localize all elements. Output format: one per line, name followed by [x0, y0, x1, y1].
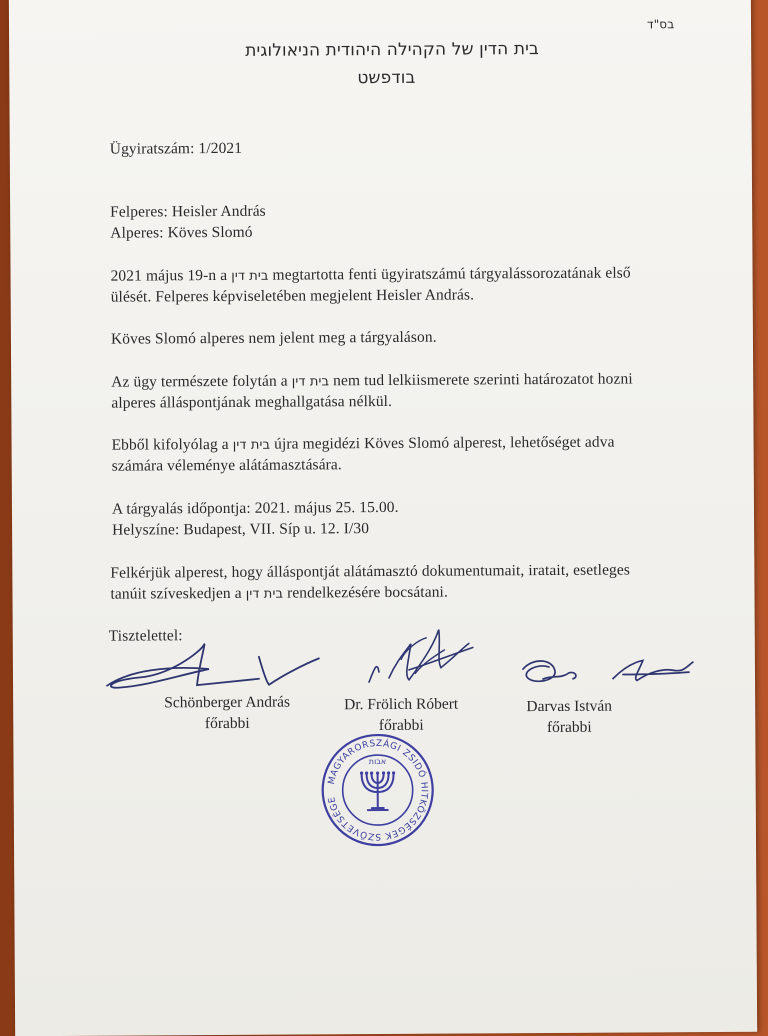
signature-darvas: [513, 648, 713, 699]
city-hebrew: בודפשט: [357, 68, 415, 89]
svg-text:MAGYARORSZÁGI ZSIDÓ HITKÖZSÉGE: MAGYARORSZÁGI ZSIDÓ HITKÖZSÉGEK SZÖVETSÉGE ✡: [313, 723, 429, 842]
signatory-1-name: Schönberger András: [147, 691, 307, 713]
closing: Tisztelettel:: [109, 625, 183, 646]
court-name-hebrew: בית הדין של הקהילה היהודית הניאולוגית: [245, 39, 539, 62]
official-stamp: [317, 730, 438, 851]
bet-din-hebrew: בית דין: [231, 269, 268, 284]
paragraph-3-line-1: [111, 368, 633, 393]
signatory-3-title: főrabbi: [499, 716, 639, 738]
p6-text-b: tanúit szíveskedjen a: [110, 585, 241, 603]
p1-text-a: 2021 május 19-n a: [110, 267, 227, 285]
paragraph-6-line-2: [110, 582, 448, 606]
paragraph-1-line-1: [110, 262, 630, 287]
signatory-3: [499, 695, 639, 738]
p3-text-a: Az ügy természete folytán a: [111, 373, 288, 391]
svg-text:אבות: אבות: [369, 757, 386, 766]
bet-din-hebrew: בית דין: [292, 374, 329, 389]
bet-din-hebrew: בית דין: [246, 587, 283, 602]
paragraph-4-line-2: számára véleménye alátámasztására.: [112, 454, 342, 476]
p4-text-a: Ebből kifolyólag a: [112, 436, 229, 454]
bsd-mark: בס"ד: [647, 14, 674, 35]
signatory-2-name: Dr. Frölich Róbert: [321, 693, 481, 715]
plaintiff: Felperes: Heisler András: [110, 201, 266, 223]
signatory-3-name: Darvas István: [499, 695, 639, 717]
document-page: [9, 0, 757, 1036]
hearing-place: Helyszíne: Budapest, VII. Síp u. 12. I/30: [112, 518, 369, 541]
paragraph-3-line-2: alperes álláspontjának meghallgatása nélkül.: [111, 391, 392, 414]
paragraph-1-line-2: ülését. Felperes képviseletében megjelent Heisler András.: [111, 284, 474, 307]
signatory-2-title: főrabbi: [321, 714, 481, 736]
paragraph-6-line-1: Felkérjük alperest, hogy álláspontját alátámasztó dokumentumait, iratait, esetleges: [110, 559, 630, 583]
bet-din-hebrew: בית דין: [233, 438, 270, 453]
defendant: Alperes: Köves Slomó: [110, 222, 252, 244]
paragraph-4-line-1: [112, 432, 615, 457]
signatory-1: [147, 691, 307, 734]
p4-text-b: újra megidézi Köves Slomó alperest, lehetőséget adva: [274, 434, 615, 453]
case-number: Ügyiratszám: 1/2021: [110, 138, 242, 160]
signatory-1-title: főrabbi: [147, 712, 307, 734]
hearing-date: A tárgyalás időpontja: 2021. május 25. 15.00.: [112, 497, 399, 520]
p6-text-c: rendelkezésére bocsátani.: [287, 584, 448, 602]
p3-text-b: nem tud lelkiismerete szerinti határozatot hozni: [333, 370, 633, 389]
paragraph-2: Köves Slomó alperes nem jelent meg a tárgyaláson.: [111, 327, 437, 350]
p1-text-b: megtartotta fenti ügyiratszámú tárgyalássorozatának első: [272, 264, 630, 283]
signature-frolich: [349, 619, 489, 700]
